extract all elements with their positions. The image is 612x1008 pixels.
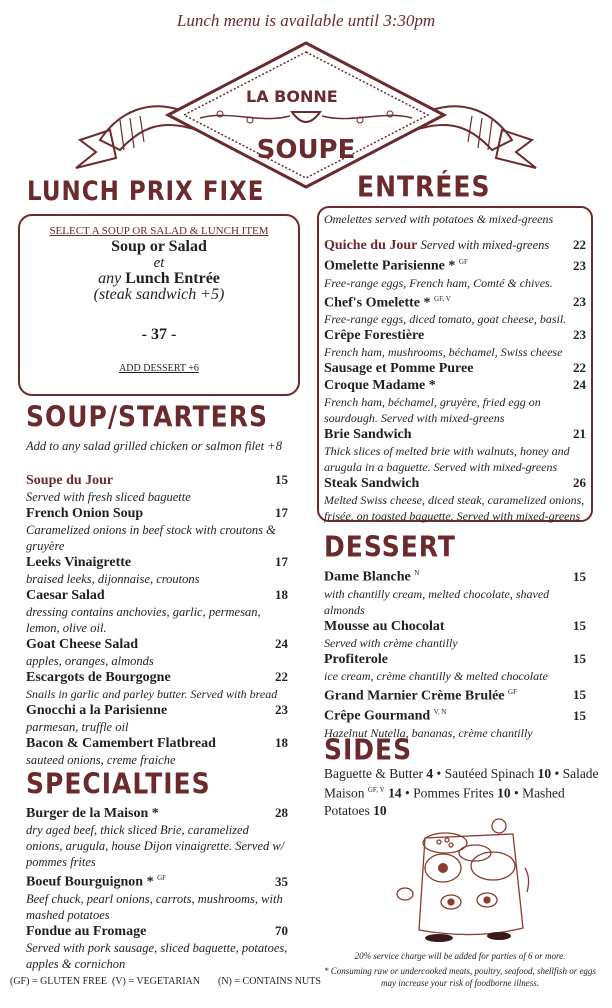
menu-item [324, 426, 586, 443]
sides-list [324, 765, 604, 819]
item-price: 22 [573, 237, 586, 252]
lunch-hours-tagline: Lunch menu is available until 3:30pm [176, 11, 436, 30]
item-price: 24 [275, 636, 288, 651]
separator: • [436, 766, 442, 781]
item-description: Caramelized onions in beef stock with croutons & gruyère [26, 523, 276, 553]
menu-item [324, 291, 586, 312]
side-name: Mashed Potatoes [324, 785, 565, 818]
dessert-list [324, 565, 586, 741]
menu-item [324, 684, 586, 705]
logo-line2: SOUPE [256, 135, 356, 165]
item-name: Chef's Omelette [324, 295, 421, 311]
side-name: Baguette & Butter [324, 766, 423, 781]
side-price: 10 [373, 802, 387, 818]
item-name: Croque Madame [324, 378, 426, 394]
item-name: Omelette Parisienne [324, 258, 445, 274]
item-price: 24 [573, 377, 586, 393]
raw-warning-mark: * [448, 258, 456, 274]
item-name: Burger de la Maison [26, 806, 149, 821]
item-description: braised leeks, dijonnaise, croutons [26, 572, 200, 586]
side-name: Salade Maison [324, 766, 599, 801]
item-description: French ham, mushrooms, béchamel, Swiss cheese [324, 345, 563, 360]
item-description: Served with fresh sliced baguette [26, 490, 191, 504]
specialties-title: SPECIALTIES [26, 767, 211, 801]
item-name: Gnocchi a la Parisienne [26, 703, 168, 718]
separator: • [513, 785, 519, 801]
item-description: Served with mixed-greens [420, 238, 550, 252]
legend-gluten-free: (GF) = GLUTEN FREE [10, 976, 108, 987]
item-description: Thick slices of melted brie with walnuts, honey and arugula in a baguette. Served with mixed-greens [324, 444, 570, 475]
menu-item [26, 735, 288, 752]
side-price: 4 [426, 766, 434, 781]
item-name: Bacon & Camembert Flatbread [26, 736, 216, 751]
side-name: Pommes Frites [413, 785, 494, 801]
menu-item [324, 704, 586, 725]
item-name: Crêpe Forestière [324, 328, 425, 344]
item-price: 22 [573, 360, 586, 376]
side-name: Sautéed Spinach [444, 766, 535, 781]
item-name: Goat Cheese Salad [26, 637, 138, 652]
table-character-illustration-icon [395, 818, 545, 948]
item-description: Melted Swiss cheese, diced steak, caramelized onions, frisée, on toasted baguette. Served with mixed-greens [324, 493, 585, 524]
prix-fixe-lunch-entree: Lunch Entrée [125, 270, 220, 287]
prix-fixe-box [18, 214, 300, 396]
item-name: Boeuf Bourguignon [26, 874, 144, 890]
menu-item [26, 472, 288, 489]
item-price: 15 [275, 472, 288, 487]
menu-item [324, 254, 586, 275]
prix-fixe-select-label: SELECT A SOUP OR SALAD & LUNCH ITEM [49, 225, 269, 237]
item-price: 22 [275, 669, 288, 684]
item-price: 26 [573, 475, 586, 491]
item-price: 17 [275, 554, 288, 569]
item-name: Crêpe Gourmand [324, 708, 431, 724]
item-price: 15 [573, 707, 586, 723]
item-price: 18 [275, 735, 288, 750]
side-price: 10 [497, 785, 511, 801]
item-name: Steak Sandwich [324, 476, 420, 492]
separator: • [404, 785, 410, 801]
item-name: Sausage et Pomme Puree [324, 361, 474, 377]
sides-title: SIDES [324, 733, 413, 767]
menu-item [324, 565, 586, 586]
menu-item [324, 618, 586, 635]
specialties-list [26, 805, 288, 972]
soup-starters-note: Add to any salad grilled chicken or salmon filet +8 [26, 439, 282, 453]
menu-item [26, 669, 288, 686]
menu-item [324, 651, 586, 668]
item-description: parmesan, truffle oil [26, 720, 129, 734]
prix-fixe-steak-note: (steak sandwich +5) [93, 286, 225, 303]
footer-notes [310, 950, 610, 989]
item-description: sauteed onions, creme fraiche [26, 753, 176, 767]
menu-item [26, 870, 288, 891]
item-price: 17 [275, 505, 288, 520]
item-description: dressing contains anchovies, garlic, permesan, lemon, olive oil. [26, 605, 261, 635]
menu-item [324, 327, 586, 344]
restaurant-logo [60, 40, 552, 190]
soup-starters-title: SOUP/STARTERS [26, 400, 268, 434]
entrees-list [324, 212, 586, 524]
item-price: 35 [275, 873, 288, 889]
legend-contains-nuts: (N) = CONTAINS NUTS [218, 976, 321, 987]
prix-fixe-title: LUNCH PRIX FIXE [27, 177, 265, 207]
side-price: 14 [388, 785, 402, 801]
item-name: Caesar Salad [26, 588, 105, 603]
menu-item [324, 377, 586, 394]
raw-food-warning: * Consuming raw or undercooked meats, poultry, seafood, shellfish or eggs [324, 966, 596, 976]
dietary-tags: GF [458, 258, 468, 266]
prix-fixe-price: - 37 - [141, 326, 177, 343]
item-description: Served with crème chantilly [324, 635, 458, 650]
item-price: 23 [275, 702, 288, 717]
item-description: Free-range eggs, French ham, Comté & chives. [324, 275, 553, 290]
item-description: dry aged beef, thick sliced Brie, caramelized onions, arugula, house Dijon vinaigrette. Served w/ pommes frites [26, 823, 285, 869]
entrees-note: Omelettes served with potatoes & mixed-greens [324, 212, 554, 226]
item-description: apples, oranges, almonds [26, 654, 154, 668]
item-description: with chantilly cream, melted chocolate, shaved almonds [324, 586, 550, 617]
prix-fixe-any: any [98, 270, 122, 287]
raw-warning-mark: * [151, 806, 159, 821]
prix-fixe-add-dessert: ADD DESSERT +6 [119, 363, 199, 374]
item-name: Mousse au Chocolat [324, 618, 445, 634]
dietary-tags: GF, V [434, 294, 451, 303]
item-description: Snails in garlic and parley butter. Served with bread [26, 687, 278, 701]
item-price: 21 [573, 426, 586, 442]
menu-item [26, 636, 288, 653]
item-price: 70 [275, 922, 288, 938]
menu-item [324, 237, 586, 254]
raw-food-warning-cont: may increase your risk of foodborne illness. [381, 978, 539, 988]
item-description: Served with pork sausage, sliced baguette, potatoes, apples & cornichon [26, 940, 288, 971]
dietary-tags: N [414, 569, 420, 577]
item-price: 23 [573, 257, 586, 273]
item-name: Escargots de Bourgogne [26, 670, 171, 685]
dietary-tags: GF [508, 687, 517, 696]
item-price: 23 [573, 294, 586, 310]
dessert-title: DESSERT [324, 530, 456, 564]
raw-warning-mark: * [428, 378, 436, 394]
item-name: Profiterole [324, 651, 389, 667]
item-price: 18 [275, 587, 288, 602]
menu-item [324, 475, 586, 492]
item-price: 15 [573, 650, 586, 666]
item-name: French Onion Soup [26, 506, 144, 521]
menu-item [26, 923, 288, 940]
item-name: Leeks Vinaigrette [26, 555, 132, 570]
entrees-title: ENTRÉES [357, 170, 491, 204]
item-name: Fondue au Fromage [26, 923, 147, 939]
menu-item [324, 360, 586, 377]
item-price: 23 [573, 327, 586, 343]
menu-item [26, 587, 288, 604]
item-description: Free-range eggs, diced tomato, goat cheese, basil. [324, 312, 567, 327]
prix-fixe-et: et [153, 255, 165, 271]
menu-item [26, 702, 288, 719]
menu-item [26, 554, 288, 571]
logo-line1: LA BONNE [246, 87, 338, 106]
item-price: 15 [573, 687, 586, 703]
dietary-tags: GF [157, 874, 167, 882]
soup-bowl-diamond-banner-logo-icon [60, 40, 552, 190]
item-name: Dame Blanche [324, 569, 411, 585]
item-description: Beef chuck, pearl onions, carrots, mushrooms, with mashed potatoes [26, 891, 283, 922]
dietary-legend [10, 976, 321, 987]
side-price: 10 [537, 766, 552, 781]
prix-fixe-soup-or-salad: Soup or Salad [111, 238, 207, 255]
item-price: 15 [573, 617, 586, 633]
menu-item [26, 505, 288, 522]
service-charge-note: 20% service charge will be added for parties of 6 or more. [354, 951, 566, 961]
dietary-tags: GF, V [367, 786, 385, 794]
item-name: Grand Marnier Crème Brulée [324, 688, 505, 704]
separator: • [554, 766, 560, 781]
item-description: Hazelnut Nutella, bananas, crème chantilly [324, 725, 533, 740]
menu-item [26, 805, 288, 822]
item-description: ice cream, crème chantilly & melted chocolate [324, 668, 548, 683]
item-name: Soupe du Jour [26, 473, 114, 488]
item-description: French ham, béchamel, gruyère, fried egg on sourdough. Served with mixed-greens [324, 395, 541, 426]
item-price: 15 [573, 568, 586, 584]
item-price: 28 [275, 805, 288, 820]
legend-vegetarian: (V) = VEGETARIAN [112, 976, 200, 987]
raw-warning-mark: * [423, 295, 431, 311]
item-name: Quiche du Jour [324, 238, 418, 253]
item-name: Brie Sandwich [324, 427, 412, 443]
raw-warning-mark: * [146, 874, 154, 890]
dietary-tags: V, N [433, 708, 447, 717]
soup-starters-list [26, 439, 288, 768]
